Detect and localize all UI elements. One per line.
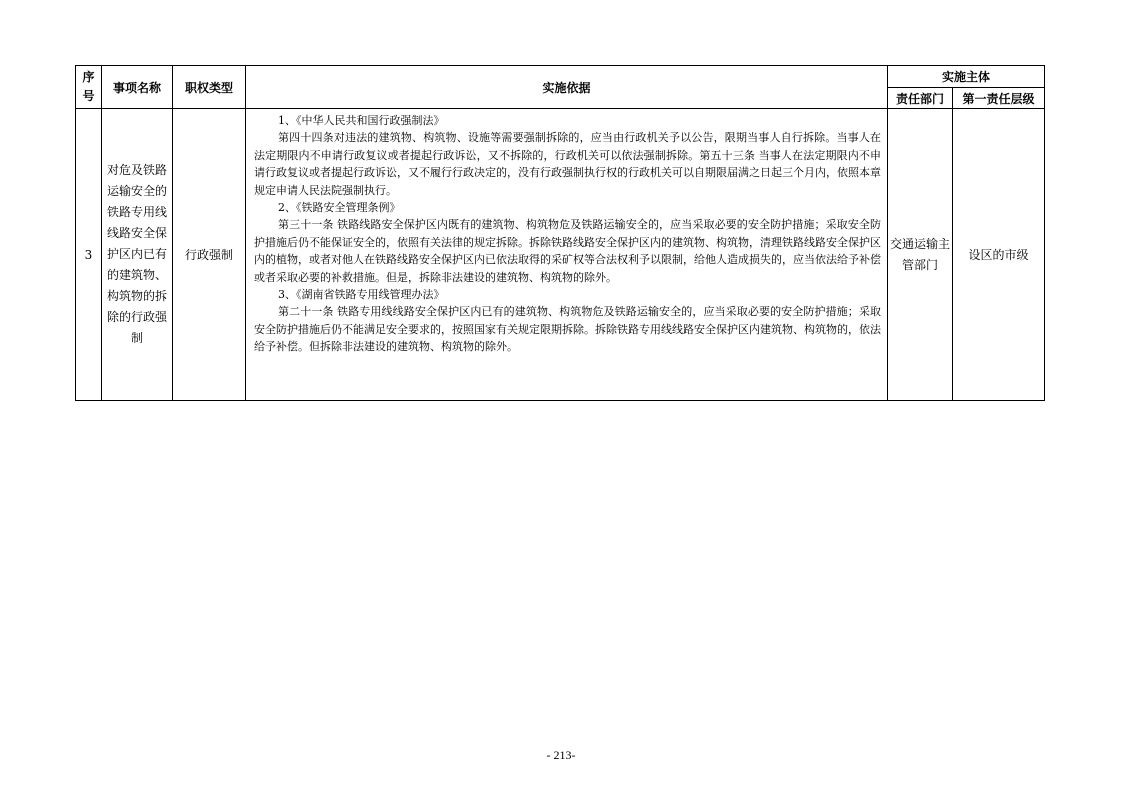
header-seq-line1: 序 xyxy=(82,70,95,84)
header-dept: 责任部门 xyxy=(888,88,953,109)
header-item-name: 事项名称 xyxy=(102,66,173,109)
row-item-name: 对危及铁路运输安全的铁路专用线线路安全保护区内已有的建筑物、构筑物的拆除的行政强制 xyxy=(102,109,173,401)
row-power-type: 行政强制 xyxy=(173,109,246,401)
row-level: 设区的市级 xyxy=(953,109,1045,401)
basis-law-title: 1、《中华人民共和国行政强制法》 xyxy=(278,114,445,127)
row-seq: 3 xyxy=(76,109,102,401)
page-number: - 213- xyxy=(546,748,576,762)
table-row xyxy=(76,109,1045,401)
header-power-type: 职权类型 xyxy=(173,66,246,109)
basis-article: 第四十四条对违法的建筑物、构筑物、设施等需要强制拆除的，应当由行政机关予以公告，限期当事人自行拆除。当事人在法定期限内不申请行政复议或者提起行政诉讼，又不拆除的，行政机关可以依法强制拆除。第五十三条 当事人在法定期限内不申请行政复议或者提起行政诉讼，又不履行行政决定的，没有行政强制执行权的行政机关可以自期限届满之日起三个月内，依照本章规定申请人民法院强制执行。 xyxy=(254,131,881,197)
header-level: 第一责任层级 xyxy=(953,88,1045,109)
basis-law-title: 2、《铁路安全管理条例》 xyxy=(278,201,401,215)
row-basis xyxy=(246,109,888,401)
basis-law-title: 3、《湖南省铁路专用线管理办法》 xyxy=(278,288,445,302)
header-seq xyxy=(76,66,102,109)
row-dept: 交通运输主管部门 xyxy=(888,109,953,401)
header-seq-line2: 号 xyxy=(82,89,95,103)
basis-article: 第三十一条 铁路线路安全保护区内既有的建筑物、构筑物危及铁路运输安全的，应当采取必要的安全防护措施；采取安全防护措施后仍不能保证安全的，依照有关法律的规定拆除。拆除铁路线路安全保护区内的建筑物、构筑物，清理铁路线路安全保护区内的植物，或者对他人在铁路线路安全保护区内已依法取得的采矿权等合法权利予以限制，给他人造成损失的，应当依法给予补偿或者采取必要的补救措施。但是，拆除非法建设的建筑物、构筑物的除外。 xyxy=(254,218,881,284)
basis-article: 第二十一条 铁路专用线线路安全保护区内已有的建筑物、构筑物危及铁路运输安全的，应当采取必要的安全防护措施；采取安全防护措施后仍不能满足安全要求的，按照国家有关规定限期拆除。拆除铁路专用线线路安全保护区内建筑物、构筑物的，依法给予补偿。但拆除非法建设的建筑物、构筑物的除外。 xyxy=(254,305,881,354)
header-subject: 实施主体 xyxy=(888,66,1045,88)
enforcement-table xyxy=(75,65,1045,401)
header-basis: 实施依据 xyxy=(246,66,888,109)
